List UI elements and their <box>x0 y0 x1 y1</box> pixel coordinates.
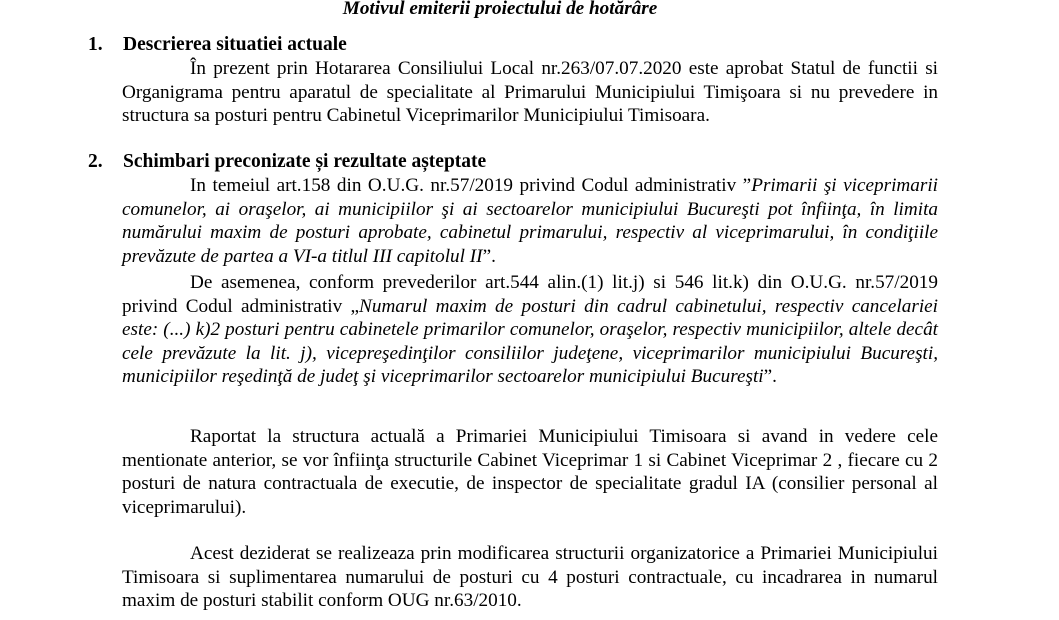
section-2-heading <box>88 150 486 174</box>
legal-quote: Numarul maxim de posturi din cadrul cabinetului, respectiv cancelariei este: (...) k)2 posturi pentru cabinetele primarilor comunelor, oraşelor, respectiv municipiilor, altele decât cele prevăzute la lit. j), vicepreşedinţilor consiliilor judeţene, viceprimarilor municipiului Bucureşti, municipiilor reşedinţă de judeţ şi viceprimarilor sectoarelor municipiului Bucureşti <box>122 295 938 388</box>
legal-quote: Primarii şi viceprimarii comunelor, ai oraşelor, ai municipiilor şi ai sectoarelor municipiului Bucureşti pot înfiinţa, în limita numărului maxim de posturi aprobate, cabinetul primarului, respectiv al viceprimarului, în condiţiile prevăzute de partea a VI-a titlul III capitolul II <box>122 175 939 267</box>
document-title: Motivul emiterii proiectului de hotărâre <box>342 0 658 19</box>
section-1-paragraph-1 <box>122 57 938 128</box>
paragraph-text: Raportat la structura actuală a Primariei Municipiului Timisoara si avand in vedere cele mentionate anterior, se vor înfiinţa structurile Cabinet Viceprimar 1 si Cabinet Viceprimar 2 , fiecare cu 2 posturi de natura contractuala de executie, de inspector de specialitate gradul IA (consilier personal al viceprimarului). <box>122 426 938 518</box>
section-2-number: 2. <box>88 151 103 172</box>
section-2-paragraph-1 <box>122 174 938 268</box>
section-2-title: Schimbari preconizate și rezultate așteptate <box>123 151 487 172</box>
paragraph-lead: De asemenea, conform prevederilor art.544 alin.(1) lit.j) si 546 lit.k) din O.U.G. nr.57/2019 privind Codul administrativ „ <box>122 272 938 317</box>
section-2-paragraph-3 <box>122 425 938 519</box>
section-2-paragraph-4 <box>122 542 938 613</box>
paragraph-text: Acest deziderat se realizeaza prin modificarea structurii organizatorice a Primariei Municipiului Timisoara si suplimentarea numarului de posturi cu 4 posturi contractuale, cu incadrarea in numarul maxim de posturi stabilit conform OUG nr.63/2010. <box>122 543 938 612</box>
section-1-number: 1. <box>88 34 103 55</box>
paragraph-lead: In temeiul art.158 din O.U.G. nr.57/2019 privind Codul administrativ ” <box>190 175 752 196</box>
quote-close: ”. <box>482 245 496 267</box>
section-2-paragraph-2 <box>122 271 938 389</box>
quote-close: ”. <box>763 366 777 388</box>
section-1-title: Descrierea situatiei actuale <box>123 34 347 55</box>
paragraph-text: În prezent prin Hotararea Consiliului Local nr.263/07.07.2020 este aprobat Statul de functii si Organigrama pentru aparatul de specialitate al Primarului Municipiului Timişoara si nu prevedere in structura sa posturi pentru Cabinetul Viceprimarilor Municipiului Timisoara. <box>122 58 938 127</box>
section-1-heading <box>88 33 347 57</box>
